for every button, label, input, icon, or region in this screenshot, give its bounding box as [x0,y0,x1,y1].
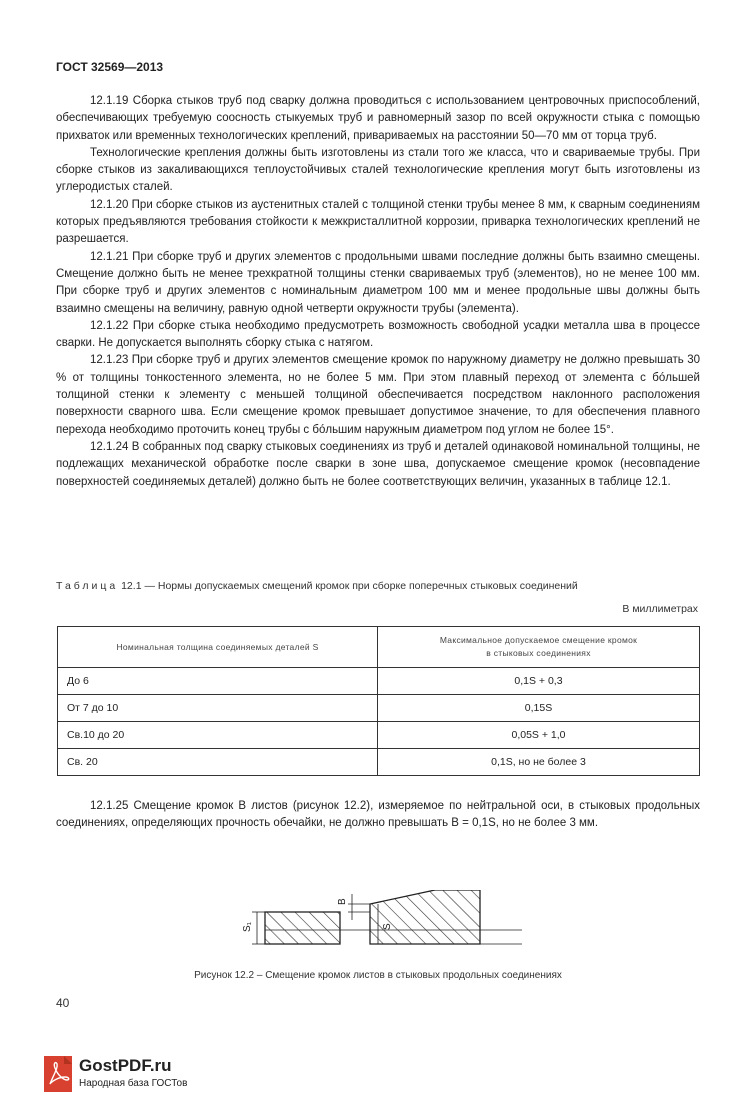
offset-cell: 0,1S, но не более 3 [378,749,700,776]
offset-cell: 0,05S + 1,0 [378,722,700,749]
paragraph-12-1-20: 12.1.20 При сборке стыков из аустенитных сталей с толщиной стенки трубы менее 8 мм, к сварным соединениям которых предъявляются требования стойкости к межкристаллитной коррозии, приварка технологических креплений не разрешается. [56,198,700,246]
table-units: В миллиметрах [622,603,698,615]
paragraph-12-1-21: 12.1.21 При сборке труб и других элементов с продольными швами последние должны быть взаимно смещены. Смещение должно быть не менее трехкратной толщины стенки свариваемых труб (элементов), но не менее 100 мм. При сборке труб и других элементов с номинальным диаметром 100 мм и менее продольные швы должны быть взаимно смещены на величину, равную одной четверти окружности трубы (элемента). [56,250,700,315]
table-caption-text: 12.1 — Нормы допускаемых смещений кромок при сборке поперечных стыковых соединений [121,580,578,592]
table-row [58,695,700,722]
thickness-cell: Св.10 до 20 [58,722,378,749]
body-text-top [56,93,700,491]
table-caption [56,580,578,592]
table-caption-prefix: Таблица [56,580,119,592]
logo-subtitle: Народная база ГОСТов [79,1078,188,1089]
thickness-cell: От 7 до 10 [58,695,378,722]
dimension-b [337,894,370,920]
paragraph-12-1-22: 12.1.22 При сборке стыка необходимо предусмотреть возможность свободной усадки металла шва в процессе сварки. Не допускается выполнять сборку стыка с натягом. [56,319,700,350]
left-plate [265,912,340,944]
offset-cell: 0,1S + 0,3 [378,668,700,695]
pdf-icon [44,1056,72,1092]
thickness-cell: До 6 [58,668,378,695]
label-s1: S₁ [242,921,253,932]
figure-12-2 [230,890,530,960]
column-header-offset-line2: в стыковых соединениях [486,648,591,658]
figure-caption: Рисунок 12.2 – Смещение кромок листов в стыковых продольных соединениях [194,970,562,981]
body-text-bottom [56,798,700,833]
paragraph-12-1-19: 12.1.19 Сборка стыков труб под сварку должна проводиться с использованием центровочных приспособлений, обеспечивающих требуемую соосность стыкуемых труб и равномерный зазор по всей окружности стыка с помощью прихваток или временных технологических креплений, привариваемых на расстоянии 50—70 мм от торца труб. [56,95,700,142]
table-row [58,749,700,776]
tolerance-table [57,626,700,776]
table-row [58,722,700,749]
paragraph-12-1-23: 12.1.23 При сборке труб и других элементов смещение кромок по наружному диаметру не должно превышать 30 % от толщины тонкостенного элемента, но не более 5 мм. При этом плавный переход от элемента с бóльшей толщиной стенки к элементу с меньшей толщиной обеспечивается посредством наклонного расположения поверхности сварного шва. Если смещение кромок превышает допустимое значение, то для обеспечения плавного перехода необходимо проточить конец трубы с бóльшим наружным диаметром под углом не более 15°. [56,354,700,436]
label-s: S [382,923,393,930]
right-plate [370,890,480,944]
dimension-s1 [242,912,265,944]
paragraph-tech-fasteners: Технологические крепления должны быть изготовлены из стали того же класса, что и свариваемые трубы. При сборке стыков из закаливающихся теплоустойчивых сталей технологические крепления могут быть изготовлены из углеродистых сталей. [56,146,700,194]
page-number: 40 [56,996,70,1010]
thickness-cell: Св. 20 [58,749,378,776]
paragraph-12-1-25: 12.1.25 Смещение кромок B листов (рисунок 12.2), измеряемое по нейтральной оси, в стыковых продольных соединениях, определяющих прочность обечайки, не должно превышать B = 0,1S, но не более 3 мм. [56,800,700,830]
label-b: B [337,898,348,905]
column-header-offset-line1: Максимальное допускаемое смещение кромок [439,635,638,645]
logo-name: GostPDF.ru [79,1056,172,1075]
document-header: ГОСТ 32569—2013 [56,60,164,74]
paragraph-12-1-24: 12.1.24 В собранных под сварку стыковых соединениях из труб и деталей одинаковой номинальной толщины, не подлежащих механической обработке после сварки в зоне шва, допускаемое смещение кромок (несовпадение поверхностей соединяемых деталей) должно быть не более соответствующих величин, указанных в таблице 12.1. [56,440,700,488]
table-row [58,668,700,695]
table-header-row [58,627,700,668]
column-header-offset [378,627,700,668]
column-header-thickness: Номинальная толщина соединяемых деталей S [58,627,378,668]
offset-cell: 0,15S [378,695,700,722]
